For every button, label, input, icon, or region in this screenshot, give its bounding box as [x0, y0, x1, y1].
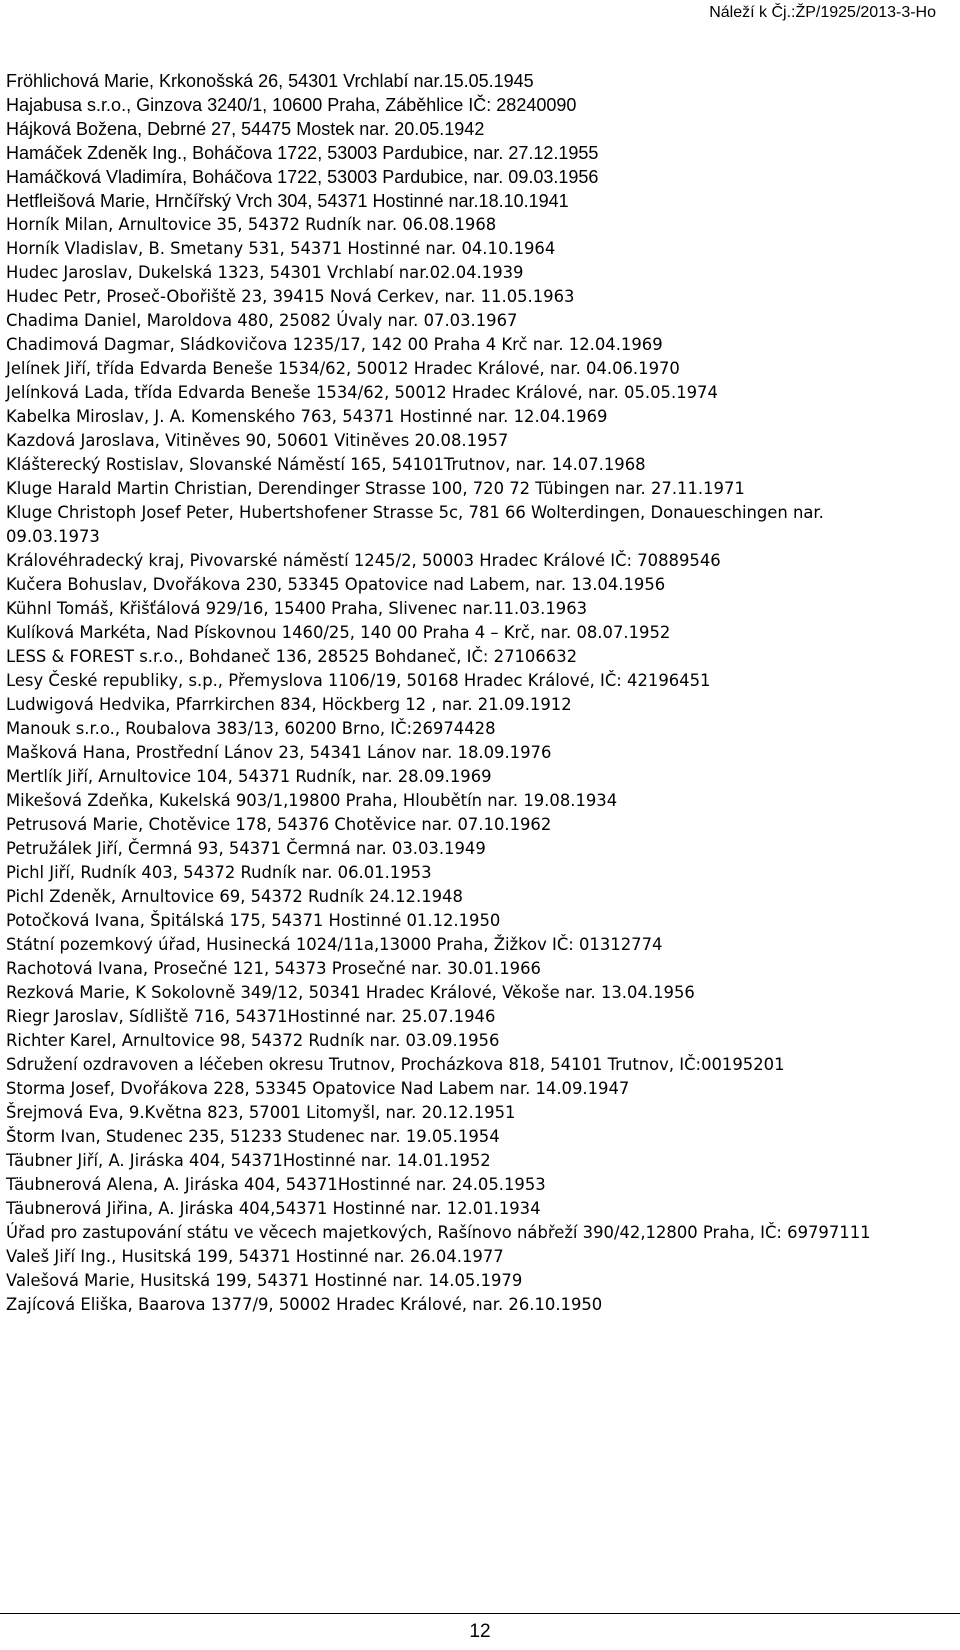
list-item: Täubnerová Jiřina, A. Jiráska 404,54371 Hostinné nar. 12.01.1934	[6, 1199, 541, 1218]
list-item: LESS & FOREST s.r.o., Bohdaneč 136, 28525 Bohdaneč, IČ: 27106632	[6, 647, 578, 666]
list-item: Pichl Jiří, Rudník 403, 54372 Rudník nar. 06.01.1953	[6, 863, 432, 882]
document-reference: Náleží k Čj.:ŽP/1925/2013-3-Ho	[709, 4, 936, 21]
list-item: Manouk s.r.o., Roubalova 383/13, 60200 Brno, IČ:26974428	[6, 719, 496, 738]
list-item: Fröhlichová Marie, Krkonošská 26, 54301 Vrchlabí nar.15.05.1945	[6, 71, 534, 91]
list-item: Rezková Marie, K Sokolovně 349/12, 50341 Hradec Králové, Věkoše nar. 13.04.1956	[6, 983, 695, 1002]
list-item: Hudec Petr, Proseč-Obořiště 23, 39415 Nová Cerkev, nar. 11.05.1963	[6, 287, 575, 306]
page-number: 12	[469, 1621, 491, 1642]
list-item: Hamáček Zdeněk Ing., Boháčova 1722, 53003 Pardubice, nar. 27.12.1955	[6, 143, 599, 163]
list-item: Ludwigová Hedvika, Pfarrkirchen 834, Höckberg 12 , nar. 21.09.1912	[6, 695, 572, 714]
list-item: Chadimová Dagmar, Sládkovičova 1235/17, 142 00 Praha 4 Krč nar. 12.04.1969	[6, 335, 663, 354]
list-item: Kluge Christoph Josef Peter, Hubertshofener Strasse 5c, 781 66 Wolterdingen, Donaueschingen nar. 09.03.1973	[6, 503, 824, 546]
list-item: Chadima Daniel, Maroldova 480, 25082 Úvaly nar. 07.03.1967	[6, 311, 518, 330]
list-item: Mertlík Jiří, Arnultovice 104, 54371 Rudník, nar. 28.09.1969	[6, 767, 492, 786]
list-item: Mašková Hana, Prostřední Lánov 23, 54341 Lánov nar. 18.09.1976	[6, 743, 552, 762]
list-item: Kabelka Miroslav, J. A. Komenského 763, 54371 Hostinné nar. 12.04.1969	[6, 407, 608, 426]
list-item: Hudec Jaroslav, Dukelská 1323, 54301 Vrchlabí nar.02.04.1939	[6, 263, 524, 282]
list-item: Storma Josef, Dvořákova 228, 53345 Opatovice Nad Labem nar. 14.09.1947	[6, 1079, 630, 1098]
list-item: Horník Vladislav, B. Smetany 531, 54371 Hostinné nar. 04.10.1964	[6, 239, 556, 258]
list-item: Täubnerová Alena, A. Jiráska 404, 54371Hostinné nar. 24.05.1953	[6, 1175, 546, 1194]
list-item: Hajabusa s.r.o., Ginzova 3240/1, 10600 Praha, Záběhlice IČ: 28240090	[6, 95, 577, 115]
list-item: Sdružení ozdravoven a léčeben okresu Trutnov, Procházkova 818, 54101 Trutnov, IČ:00195201	[6, 1055, 785, 1074]
list-item: Kučera Bohuslav, Dvořákova 230, 53345 Opatovice nad Labem, nar. 13.04.1956	[6, 575, 666, 594]
list-item: Lesy České republiky, s.p., Přemyslova 1106/19, 50168 Hradec Králové, IČ: 42196451	[6, 671, 711, 690]
list-item: Státní pozemkový úřad, Husinecká 1024/11a,13000 Praha, Žižkov IČ: 01312774	[6, 935, 663, 954]
owner-list	[6, 69, 921, 1317]
list-item: Úřad pro zastupování státu ve věcech majetkových, Rašínovo nábřeží 390/42,12800 Praha, IČ: 69797111	[6, 1223, 871, 1242]
list-item: Pichl Zdeněk, Arnultovice 69, 54372 Rudník 24.12.1948	[6, 887, 463, 906]
list-item: Petrusová Marie, Chotěvice 178, 54376 Chotěvice nar. 07.10.1962	[6, 815, 552, 834]
list-item: Kühnl Tomáš, Křišťálová 929/16, 15400 Praha, Slivenec nar.11.03.1963	[6, 599, 588, 618]
list-item: Hamáčková Vladimíra, Boháčova 1722, 53003 Pardubice, nar. 09.03.1956	[6, 167, 599, 187]
list-item: Valešová Marie, Husitská 199, 54371 Hostinné nar. 14.05.1979	[6, 1271, 523, 1290]
footer-divider	[0, 1613, 960, 1614]
list-item: Jelínek Jiří, třída Edvarda Beneše 1534/62, 50012 Hradec Králové, nar. 04.06.1970	[6, 359, 680, 378]
list-item: Královéhradecký kraj, Pivovarské náměstí 1245/2, 50003 Hradec Králové IČ: 70889546	[6, 551, 721, 570]
list-item: Rachotová Ivana, Prosečné 121, 54373 Prosečné nar. 30.01.1966	[6, 959, 541, 978]
list-item: Valeš Jiří Ing., Husitská 199, 54371 Hostinné nar. 26.04.1977	[6, 1247, 504, 1266]
list-item: Kluge Harald Martin Christian, Derendinger Strasse 100, 720 72 Tübingen nar. 27.11.1971	[6, 479, 745, 498]
list-item: Riegr Jaroslav, Sídliště 716, 54371Hostinné nar. 25.07.1946	[6, 1007, 496, 1026]
list-item: Horník Milan, Arnultovice 35, 54372 Rudník nar. 06.08.1968	[6, 215, 497, 234]
list-item: Potočková Ivana, Špitálská 175, 54371 Hostinné 01.12.1950	[6, 911, 501, 930]
list-item: Hetfleišová Marie, Hrnčířský Vrch 304, 54371 Hostinné nar.18.10.1941	[6, 191, 569, 211]
list-item: Richter Karel, Arnultovice 98, 54372 Rudník nar. 03.09.1956	[6, 1031, 500, 1050]
list-item: Jelínková Lada, třída Edvarda Beneše 1534/62, 50012 Hradec Králové, nar. 05.05.1974	[6, 383, 718, 402]
list-item: Štorm Ivan, Studenec 235, 51233 Studenec nar. 19.05.1954	[6, 1127, 500, 1146]
list-item: Kazdová Jaroslava, Vitiněves 90, 50601 Vitiněves 20.08.1957	[6, 431, 509, 450]
list-item: Kulíková Markéta, Nad Pískovnou 1460/25, 140 00 Praha 4 – Krč, nar. 08.07.1952	[6, 623, 671, 642]
list-item: Petružálek Jiří, Čermná 93, 54371 Čermná nar. 03.03.1949	[6, 839, 486, 858]
list-item: Zajícová Eliška, Baarova 1377/9, 50002 Hradec Králové, nar. 26.10.1950	[6, 1295, 603, 1314]
list-item: Mikešová Zdeňka, Kukelská 903/1,19800 Praha, Hloubětín nar. 19.08.1934	[6, 791, 618, 810]
list-item: Hájková Božena, Debrné 27, 54475 Mostek nar. 20.05.1942	[6, 119, 485, 139]
list-item: Täubner Jiří, A. Jiráska 404, 54371Hostinné nar. 14.01.1952	[6, 1151, 491, 1170]
list-item: Šrejmová Eva, 9.Května 823, 57001 Litomyšl, nar. 20.12.1951	[6, 1103, 516, 1122]
list-item: Klášterecký Rostislav, Slovanské Náměstí 165, 54101Trutnov, nar. 14.07.1968	[6, 455, 646, 474]
